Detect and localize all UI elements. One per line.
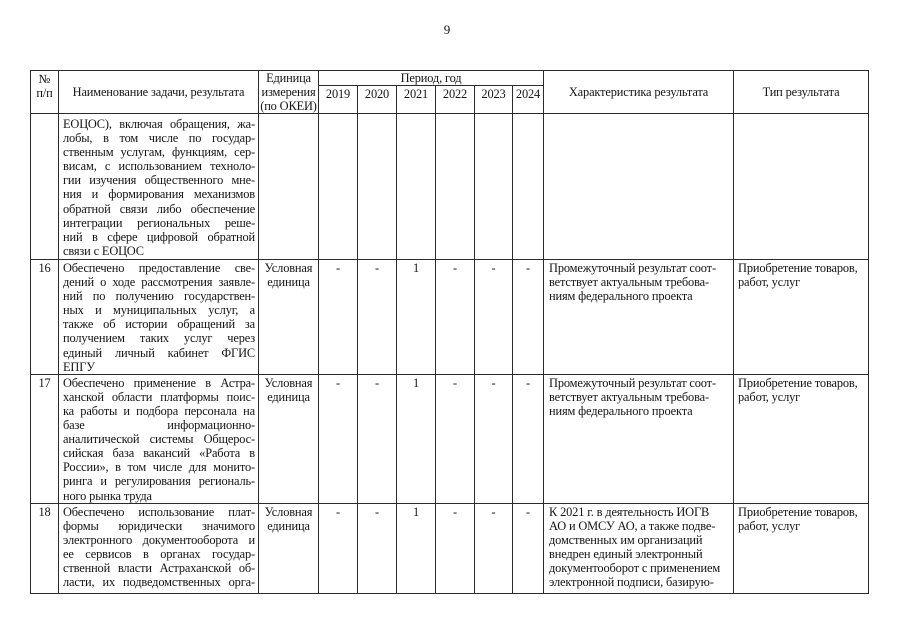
header-unit-line: Единица [266,71,311,85]
unit-line: единица [267,275,310,290]
unit-cell [259,260,319,375]
task-line: России», в том числе для монито- [63,460,255,475]
plan-table [30,70,869,594]
task-line: аналитической системы Общерос- [63,432,255,447]
year-value-cell [475,114,513,260]
year-value-cell [436,114,475,260]
table-row [31,503,869,593]
task-line: ЕОЦОС), включая обращения, жа- [63,117,255,131]
task-line: ний в сфере цифровой обратной [63,229,255,244]
table-row [31,260,869,375]
unit-line: Условная [264,261,313,275]
page-number: 9 [443,22,451,37]
header-characteristic: Характеристика результата [544,71,734,114]
type-line: работ, услуг [738,518,801,533]
type-line: Приобретение товаров, [738,504,858,519]
task-line: Обеспечено применение в Астра- [63,375,255,390]
unit-line: единица [267,389,310,404]
characteristic-line: внедрен единый электронный [549,546,703,561]
row-number: 16 [31,260,59,375]
table-row [31,114,869,260]
characteristic-line: ветствует актуальным требова- [549,275,709,290]
task-line: ласти, их подведомственных орга- [63,575,255,590]
table-header [31,71,869,114]
year-value-cell: - [319,374,358,503]
task-line: ных и муниципальных услуг, а [63,303,255,318]
type-line: работ, услуг [738,389,801,404]
characteristic-line: АО и ОМСУ АО, а также подве- [549,518,716,533]
year-value-cell: - [513,260,544,375]
type-line: Приобретение товаров, [738,375,858,390]
task-line: получением таких услуг через [63,331,255,346]
type-line: Приобретение товаров, [738,261,858,275]
year-value-cell: - [319,260,358,375]
task-line: висам, с использованием техноло- [63,159,255,174]
characteristic-cell [544,114,734,260]
task-line: ринга и регулирования региональ- [63,474,255,489]
year-value-cell [397,114,436,260]
unit-cell [259,114,319,260]
unit-cell [259,374,319,503]
type-cell [734,503,869,593]
task-line: гии изучения общественного мне- [63,173,255,188]
task-line: формы юридически значимого [63,518,255,533]
row-number [31,114,59,260]
task-line: связи с ЕОЦОС [63,243,144,258]
row-number: 17 [31,374,59,503]
task-cell [59,374,259,503]
characteristic-line: Промежуточный результат соот- [549,261,716,275]
header-period: Период, год [319,71,544,86]
year-value-cell: - [513,374,544,503]
type-cell [734,374,869,503]
year-value-cell: - [319,503,358,593]
unit-cell [259,503,319,593]
header-year: 2023 [475,86,513,114]
task-line: ния и формирования механизмов [63,187,255,202]
task-line: электронного документооборота и [63,532,255,547]
task-line: единый личный кабинет ФГИС [63,345,255,360]
characteristic-cell [544,503,734,593]
year-value-cell: - [475,260,513,375]
year-value-cell: 1 [397,260,436,375]
header-year: 2019 [319,86,358,114]
header-number-line: п/п [36,86,53,100]
unit-line: единица [267,518,310,533]
year-value-cell: - [358,374,397,503]
table-body [31,114,869,594]
characteristic-line: ветствует актуальным требова- [549,389,709,404]
year-value-cell [319,114,358,260]
year-value-cell: - [358,260,397,375]
year-value-cell [513,114,544,260]
header-number-line: № [38,72,51,86]
header-unit-line: (по ОКЕИ) [260,99,317,113]
characteristic-line: Промежуточный результат соот- [549,375,716,390]
type-cell [734,260,869,375]
task-line: дений о ходе рассмотрения заявле- [63,275,255,290]
task-line: ственным услугам, функциям, сер- [63,145,255,160]
row-number: 18 [31,503,59,593]
characteristic-cell [544,374,734,503]
task-cell [59,114,259,260]
characteristic-line: домственных им организаций [549,532,703,547]
table-row [31,374,869,503]
header-task: Наименование задачи, результата [59,71,259,114]
characteristic-cell [544,260,734,375]
unit-line: Условная [264,504,313,519]
year-value-cell: - [475,503,513,593]
task-line: ного рынка труда [63,488,152,503]
task-line: ка работы и подбора персонала на [63,403,255,418]
task-line: ственной власти Астраханской об- [63,560,255,575]
year-value-cell: - [436,503,475,593]
year-value-cell: - [436,260,475,375]
task-line: сийская база вакансий «Работа в [63,446,255,461]
type-cell [734,114,869,260]
header-year: 2022 [436,86,475,114]
characteristic-line: ниям федерального проекта [549,403,693,418]
year-value-cell: 1 [397,374,436,503]
header-year: 2020 [358,86,397,114]
type-line: работ, услуг [738,275,801,290]
year-value-cell [358,114,397,260]
characteristic-line: электронной подписи, базирую- [549,575,714,590]
year-value-cell: - [513,503,544,593]
characteristic-line: документооборот с применением [549,560,721,575]
unit-line: Условная [264,375,313,390]
task-line: обратной связи либо обеспечение [63,201,255,216]
task-line: ханской области платформы поис- [63,389,255,404]
task-line: лобы, в том числе по государ- [63,131,255,146]
header-unit [259,71,319,114]
task-cell [59,260,259,375]
task-line: Обеспечено предоставление све- [63,261,255,275]
characteristic-line: К 2021 г. в деятельность ИОГВ [549,504,710,519]
task-line: Обеспечено использование плат- [63,504,255,519]
task-cell [59,503,259,593]
header-year: 2021 [397,86,436,114]
year-value-cell: - [475,374,513,503]
header-year: 2024 [513,86,544,114]
year-value-cell: - [436,374,475,503]
task-line: ЕПГУ [63,359,95,374]
task-line: ее сервисов в органах государ- [63,546,255,561]
task-line: ний по получению государствен- [63,289,255,304]
characteristic-line: ниям федерального проекта [549,289,693,304]
task-line: также об истории обращений за [63,317,255,332]
task-line: базе информационно- [63,418,255,433]
header-number [31,71,59,114]
year-value-cell: 1 [397,503,436,593]
year-value-cell: - [358,503,397,593]
header-type: Тип результата [734,71,869,114]
header-unit-line: измерения [261,85,316,99]
task-line: интеграции региональных реше- [63,215,255,230]
